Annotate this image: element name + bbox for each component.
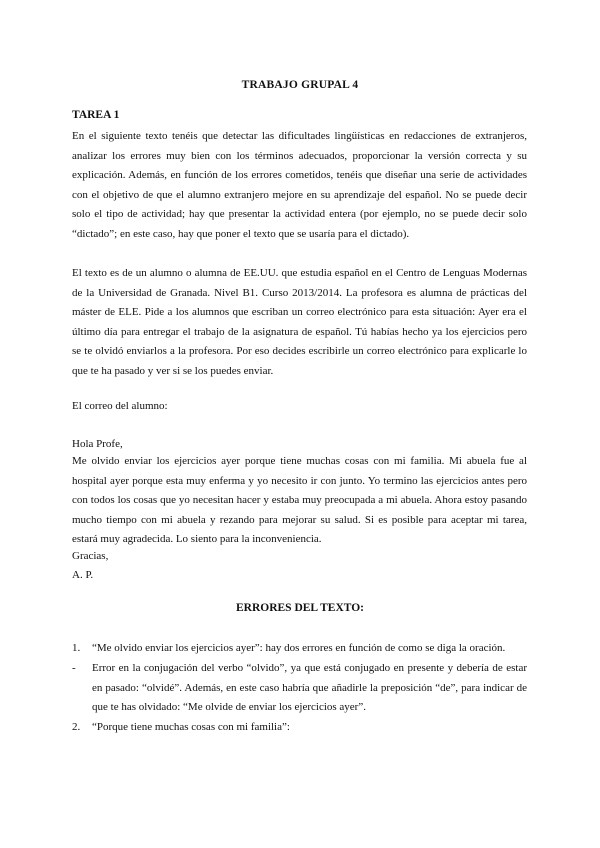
- email-signature: A. P.: [72, 569, 94, 581]
- error-item: [72, 639, 527, 659]
- email-greeting: Hola Profe,: [72, 438, 123, 450]
- error-marker: -: [72, 662, 76, 674]
- email-body: Me olvido enviar los ejercicios ayer porque tiene muchas cosas con mi familia. Mi abuela fue al hospital ayer porque esta muy enferma y yo necesito ir con junto. Yo termino las ejercicios antes pero con todos los cosas que yo necesitan hacer y estaba muy preocupada a mi abuela. Ahora estoy pasando mucho tiempo con mi abuela y rezando para mejorar su salud. Si es posible para aceptar mi tarea, estará muy agradecida. Lo siento para la inconveniencia.: [72, 455, 527, 546]
- error-marker: 2.: [72, 721, 81, 733]
- intro-paragraph: En el siguiente texto tenéis que detectar las dificultades lingüísticas en redacciones de extranjeros, analizar los errores muy bien con los términos adecuados, proporcionar la versión correcta y su explicación. Además, en función de los errores cometidos, tenéis que diseñar una serie de actividades con el objetivo de que el alumno extranjero mejore en su aprendizaje del español. No se puede decir solo el tipo de actividad; hay que presentar la actividad entera (por ejemplo, no se puede decir solo “dictado”; en este caso, hay que poner el texto que se usaría para el dictado).: [72, 130, 527, 240]
- context-paragraph: El texto es de un alumno o alumna de EE.UU. que estudia español en el Centro de Lenguas Modernas de la Universidad de Granada. Nivel B1. Curso 2013/2014. La profesora es alumna de prácticas del máster de ELE. Pide a los alumnos que escriban un correo electrónico para esta situación: Ayer era el último día para entregar el trabajo de la asignatura de español. Tú habías hecho ya los ejercicios pero se te olvidó enviarlos a la profesora. Por eso decides escribirle un correo electrónico para explicarle lo que te ha pasado y ver si se los puedes enviar.: [72, 267, 527, 377]
- error-marker: 1.: [72, 642, 81, 654]
- email-label: El correo del alumno:: [72, 400, 168, 412]
- document-title: TRABAJO GRUPAL 4: [241, 79, 359, 91]
- email-closing: Gracias,: [72, 550, 109, 562]
- error-item: [72, 718, 527, 738]
- error-text: Error en la conjugación del verbo “olvido”, ya que está conjugado en presente y debería de estar en pasado: “olvidé”. Además, en este caso habría que añadirle la preposición “de”, para indicar de que te has olvidado: “Me olvide de enviar los ejercicios ayer”.: [92, 662, 527, 714]
- error-text: “Porque tiene muchas cosas con mi familia”:: [92, 721, 290, 733]
- error-text: “Me olvido enviar los ejercicios ayer”: hay dos errores en función de como se diga la oración.: [92, 642, 506, 654]
- task-heading: TAREA 1: [72, 109, 120, 121]
- errors-section-title: ERRORES DEL TEXTO:: [235, 602, 365, 614]
- error-item: [72, 659, 527, 718]
